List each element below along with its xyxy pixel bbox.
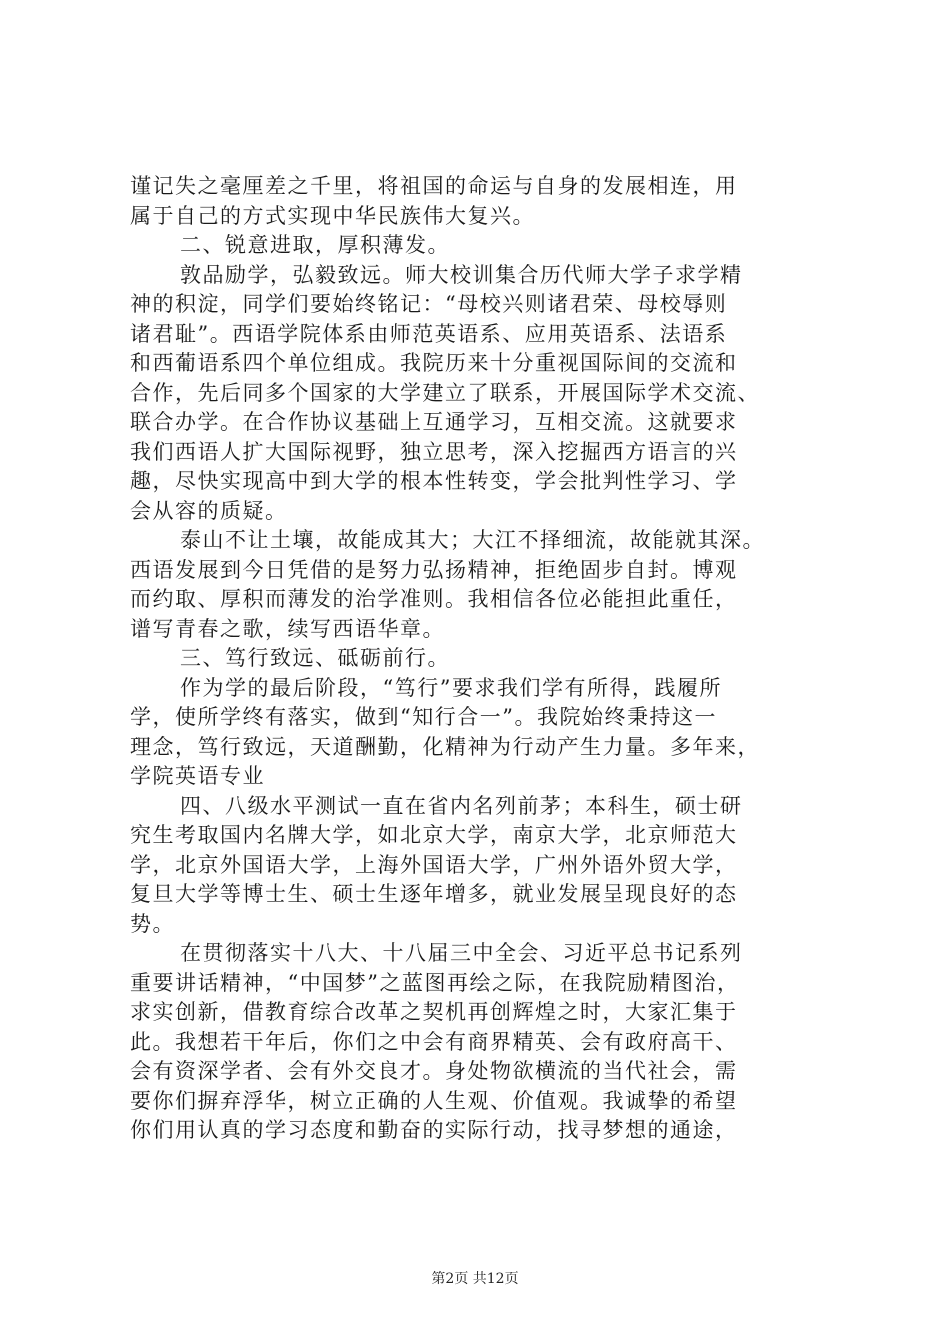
text-line: 二、锐意进取，厚积薄发。 bbox=[180, 233, 450, 257]
text-line: 谱写青春之歌，续写西语华章。 bbox=[130, 616, 445, 641]
text-line: 神的积淀，同学们要始终铭记：“母校兴则诸君荣、母校辱则 bbox=[130, 292, 728, 316]
page-number: 第2页 共12页 bbox=[431, 1271, 519, 1287]
text-line: 求实创新，借教育综合改革之契机再创辉煌之时，大家汇集于 bbox=[130, 1000, 738, 1024]
text-line: 重要讲话精神，“中国梦”之蓝图再绘之际，在我院励精图治， bbox=[130, 970, 740, 995]
text-line: 此。我想若干年后，你们之中会有商界精英、会有政府高干、 bbox=[130, 1029, 738, 1054]
text-line: 谨记失之毫厘差之千里，将祖国的命运与自身的发展相连，用 bbox=[130, 174, 738, 198]
text-line: 联合办学。在合作协议基础上互通学习，互相交流。这就要求 bbox=[130, 410, 738, 434]
text-line: 西语发展到今日凭借的是努力弘扬精神，拒绝固步自封。博观 bbox=[130, 557, 738, 582]
text-line: 和西葡语系四个单位组成。我院历来十分重视国际间的交流和 bbox=[130, 351, 738, 375]
text-line: 趣，尽快实现高中到大学的根本性转变，学会批判性学习、学 bbox=[130, 469, 738, 493]
text-line: 三、笃行致远、砥砺前行。 bbox=[180, 646, 450, 670]
text-line: 属于自己的方式实现中华民族伟大复兴。 bbox=[130, 203, 535, 228]
text-line: 泰山不让土壤，故能成其大；大江不择细流，故能就其深。 bbox=[180, 528, 765, 552]
text-line: 学，使所学终有落实，做到“知行合一”。我院始终秉持这一 bbox=[130, 705, 717, 729]
text-line: 会从容的质疑。 bbox=[130, 498, 288, 523]
text-line: 复旦大学等博士生、硕士生逐年增多，就业发展呈现良好的态 bbox=[130, 882, 738, 906]
text-line: 究生考取国内名牌大学，如北京大学，南京大学，北京师范大 bbox=[130, 823, 738, 847]
text-line: 学院英语专业 bbox=[130, 764, 265, 788]
text-line: 合作，先后同多个国家的大学建立了联系，开展国际学术交流、 bbox=[130, 380, 760, 405]
text-line: 我们西语人扩大国际视野，独立思考，深入挖掘西方语言的兴 bbox=[130, 439, 738, 464]
text-line: 你们用认真的学习态度和勤奋的实际行动，找寻梦想的通途， bbox=[130, 1118, 738, 1142]
text-line: 理念，笃行致远，天道酬勤，化精神为行动产生力量。多年来， bbox=[130, 734, 760, 759]
text-line: 学，北京外国语大学，上海外国语大学，广州外语外贸大学， bbox=[130, 852, 738, 877]
text-line: 而约取、厚积而薄发的治学准则。我相信各位必能担此重任， bbox=[130, 587, 738, 611]
text-line: 作为学的最后阶段，“笃行”要求我们学有所得，践履所 bbox=[180, 675, 722, 700]
text-line: 要你们摒弃浮华，树立正确的人生观、价值观。我诚挚的希望 bbox=[130, 1088, 738, 1113]
text-line: 会有资深学者、会有外交良才。身处物欲横流的当代社会，需 bbox=[130, 1059, 738, 1083]
text-line: 势。 bbox=[130, 911, 175, 936]
body-text bbox=[130, 172, 830, 1146]
text-line: 敦品励学，弘毅致远。师大校训集合历代师大学子求学精 bbox=[180, 262, 743, 287]
text-line: 在贯彻落实十八大、十八届三中全会、习近平总书记系列 bbox=[180, 941, 743, 965]
text-line: 四、八级水平测试一直在省内名列前茅；本科生，硕士研 bbox=[180, 793, 743, 818]
text-line: 诸君耻”。西语学院体系由师范英语系、应用英语系、法语系 bbox=[130, 321, 728, 346]
